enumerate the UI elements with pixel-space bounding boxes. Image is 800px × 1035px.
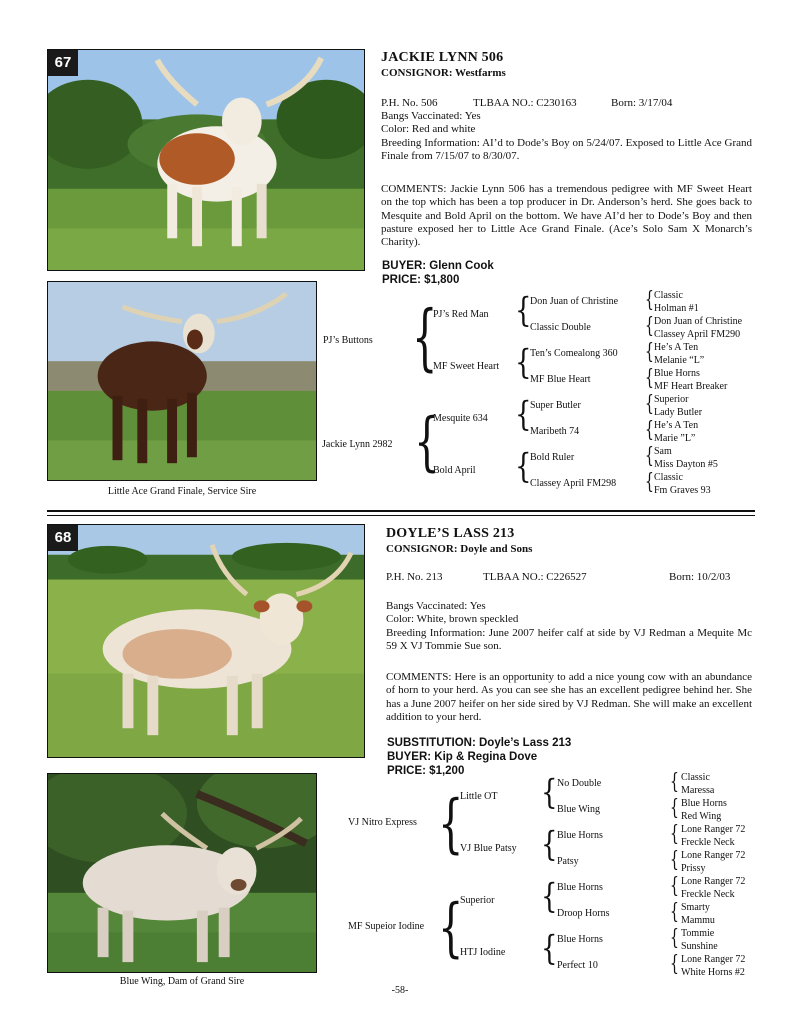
ped68-great-great-grandparent: Lone Ranger 72 bbox=[681, 876, 746, 887]
lot-divider bbox=[47, 510, 755, 512]
lot-67-title: JACKIE LYNN 506 bbox=[381, 50, 504, 65]
ped67-great-great-grandparent: Sam bbox=[654, 446, 672, 457]
ped68-brace: { bbox=[541, 929, 558, 969]
lot-67-service-sire-caption: Little Ace Grand Finale, Service Sire bbox=[107, 486, 257, 497]
ped67-great-great-grandparent: Blue Horns bbox=[654, 368, 700, 379]
ped67-grandparent: PJ’s Red Man bbox=[433, 309, 489, 320]
lot-number-badge: 67 bbox=[48, 50, 78, 76]
ped67-great-great-grandparent: Miss Dayton #5 bbox=[654, 459, 718, 470]
ped68-grandparent: HTJ Iodine bbox=[460, 947, 506, 958]
ped67-great-grandparent: Classey April FM298 bbox=[530, 478, 617, 489]
lot-68-tlbaa-no: TLBAA NO.: C226527 bbox=[483, 571, 587, 583]
lot-68-grand-sire-dam-caption: Blue Wing, Dam of Grand Sire bbox=[119, 976, 245, 987]
ped68-great-great-grandparent: Smarty bbox=[681, 902, 710, 913]
ped68-great-great-grandparent: Prissy bbox=[681, 863, 706, 874]
ped67-great-grandparent: Super Butler bbox=[530, 400, 581, 411]
ped68-great-great-grandparent: Lone Ranger 72 bbox=[681, 850, 746, 861]
ped68-brace: { bbox=[541, 877, 558, 917]
lot-68-consignor: CONSIGNOR: Doyle and Sons bbox=[386, 543, 533, 555]
lot-67-main-photo bbox=[47, 49, 365, 271]
ped68-great-grandparent: Perfect 10 bbox=[557, 960, 598, 971]
ped68-brace: { bbox=[670, 770, 679, 795]
ped67-grandparent: Bold April bbox=[433, 465, 476, 476]
ped67-great-grandparent: Maribeth 74 bbox=[530, 426, 580, 437]
ped67-brace: { bbox=[515, 447, 532, 487]
ped68-great-great-grandparent: Freckle Neck bbox=[681, 837, 735, 848]
ped67-great-great-grandparent: He’s A Ten bbox=[654, 420, 699, 431]
ped67-great-great-grandparent: MF Heart Breaker bbox=[654, 381, 728, 392]
ped67-great-great-grandparent: Lady Butler bbox=[654, 407, 703, 418]
ped68-great-great-grandparent: Tommie bbox=[681, 928, 715, 939]
lot-68-breeding: Breeding Information: June 2007 heifer calf at side by VJ Redman a Mequite Mc 59 X VJ Tommie Sue son. bbox=[386, 627, 752, 653]
lot-67-born: Born: 3/17/04 bbox=[611, 97, 673, 109]
ped68-brace: { bbox=[670, 848, 679, 873]
ped67-great-grandparent: Classic Double bbox=[530, 322, 591, 333]
ped67-great-grandparent: Ten’s Comealong 360 bbox=[530, 348, 618, 359]
ped68-sire: VJ Nitro Express bbox=[348, 817, 417, 828]
lot-68-main-photo bbox=[47, 524, 365, 758]
lot-67-color: Color: Red and white bbox=[381, 123, 476, 135]
ped68-great-grandparent: Blue Horns bbox=[557, 830, 603, 841]
lot-68-color: Color: White, brown speckled bbox=[386, 613, 519, 625]
ped68-brace: { bbox=[670, 822, 679, 847]
ped68-brace: { bbox=[541, 825, 558, 865]
lot-68-buyer: BUYER: Kip & Regina Dove bbox=[387, 751, 538, 763]
lot-67-tlbaa-no: TLBAA NO.: C230163 bbox=[473, 97, 577, 109]
lot-divider bbox=[47, 515, 755, 516]
ped68-brace: { bbox=[670, 952, 679, 977]
ped67-great-great-grandparent: Classey April FM290 bbox=[654, 329, 741, 340]
lot-67-consignor: CONSIGNOR: Westfarms bbox=[381, 67, 506, 79]
ped67-brace: { bbox=[645, 314, 654, 339]
ped68-great-grandparent: Droop Horns bbox=[557, 908, 610, 919]
ped67-brace: { bbox=[515, 291, 532, 331]
lot-67-breeding: Breeding Information: AI’d to Dode’s Boy on 5/24/07. Exposed to Little Ace Grand Finale from 7/15/07 to 8/30/07. bbox=[381, 137, 752, 163]
ped67-grandparent: MF Sweet Heart bbox=[433, 361, 500, 372]
ped68-brace: { bbox=[670, 926, 679, 951]
lot-number-badge: 68 bbox=[48, 525, 78, 551]
lot-68-substitution: SUBSTITUTION: Doyle’s Lass 213 bbox=[387, 737, 572, 749]
ped67-great-great-grandparent: Fm Graves 93 bbox=[654, 485, 711, 496]
ped67-dam: Jackie Lynn 2982 bbox=[322, 439, 393, 450]
ped67-brace: { bbox=[515, 395, 532, 435]
lot-68-bangs: Bangs Vaccinated: Yes bbox=[386, 600, 486, 612]
ped68-great-great-grandparent: Freckle Neck bbox=[681, 889, 735, 900]
ped68-brace: { bbox=[670, 796, 679, 821]
ped67-brace: { bbox=[645, 470, 654, 495]
ped67-great-great-grandparent: He’s A Ten bbox=[654, 342, 699, 353]
ped67-great-great-grandparent: Superior bbox=[654, 394, 689, 405]
lot-67-bangs: Bangs Vaccinated: Yes bbox=[381, 110, 481, 122]
ped68-great-great-grandparent: Classic bbox=[681, 772, 710, 783]
ped68-great-grandparent: Patsy bbox=[557, 856, 579, 867]
lot-68-price: PRICE: $1,200 bbox=[387, 765, 465, 777]
ped68-brace: { bbox=[438, 787, 464, 861]
ped67-great-great-grandparent: Classic bbox=[654, 472, 683, 483]
ped68-great-great-grandparent: Blue Horns bbox=[681, 798, 727, 809]
ped67-brace: { bbox=[414, 405, 440, 479]
ped68-brace: { bbox=[541, 773, 558, 813]
ped68-great-great-grandparent: Lone Ranger 72 bbox=[681, 824, 746, 835]
ped67-great-great-grandparent: Marie ”L” bbox=[654, 433, 696, 444]
ped68-brace: { bbox=[670, 900, 679, 925]
lot-67-price: PRICE: $1,800 bbox=[382, 274, 460, 286]
lot-67-ph-no: P.H. No. 506 bbox=[381, 97, 438, 109]
ped68-great-great-grandparent: Mammu bbox=[681, 915, 715, 926]
ped67-brace: { bbox=[645, 366, 654, 391]
lot-68-ph-no: P.H. No. 213 bbox=[386, 571, 443, 583]
ped67-great-great-grandparent: Holman #1 bbox=[654, 303, 699, 314]
ped67-brace: { bbox=[645, 288, 654, 313]
ped67-great-grandparent: Don Juan of Christine bbox=[530, 296, 619, 307]
ped68-grandparent: Superior bbox=[460, 895, 495, 906]
ped68-brace: { bbox=[670, 874, 679, 899]
ped67-great-great-grandparent: Melanie “L” bbox=[654, 355, 705, 366]
ped67-great-grandparent: MF Blue Heart bbox=[530, 374, 591, 385]
ped67-grandparent: Mesquite 634 bbox=[433, 413, 488, 424]
lot-67-comments: COMMENTS: Jackie Lynn 506 has a tremendous pedigree with MF Sweet Heart on the top which has been a top producer in Dr. Anderson’s herd. She goes back to Mesquite and Bold April on the bottom. We have AI’d her to Dode’s Boy and then pasture exposed her to Little Ace Grand Finale. (Ace’s Solo Sam X Monarch’s Charity). bbox=[381, 183, 752, 249]
ped68-dam: MF Supeior Iodine bbox=[348, 921, 425, 932]
ped68-grandparent: VJ Blue Patsy bbox=[460, 843, 517, 854]
ped67-brace: { bbox=[645, 340, 654, 365]
lot-67-buyer: BUYER: Glenn Cook bbox=[382, 260, 494, 272]
lot-67-service-sire-photo bbox=[47, 281, 317, 481]
lot-68-grand-sire-dam-photo bbox=[47, 773, 317, 973]
ped67-great-grandparent: Bold Ruler bbox=[530, 452, 575, 463]
ped68-great-great-grandparent: Maressa bbox=[681, 785, 715, 796]
page-number: -58- bbox=[391, 985, 409, 996]
ped68-grandparent: Little OT bbox=[460, 791, 498, 802]
ped67-brace: { bbox=[412, 296, 438, 380]
ped67-brace: { bbox=[645, 444, 654, 469]
ped68-great-great-grandparent: Red Wing bbox=[681, 811, 722, 822]
lot-68-title: DOYLE’S LASS 213 bbox=[386, 526, 515, 541]
lot-68-comments: COMMENTS: Here is an opportunity to add a nice young cow with an abundance of horn to your herd. As you can see she has an excellent pedigree behind her. She has a June 2007 heifer on her side sired by VJ Redman. She will make an excellent addition to your herd. bbox=[386, 671, 752, 723]
ped67-sire: PJ’s Buttons bbox=[323, 335, 373, 346]
ped68-great-great-grandparent: White Horns #2 bbox=[681, 967, 745, 978]
lot-68-born: Born: 10/2/03 bbox=[669, 571, 731, 583]
ped67-great-great-grandparent: Classic bbox=[654, 290, 683, 301]
ped67-brace: { bbox=[645, 418, 654, 443]
ped68-great-grandparent: Blue Wing bbox=[557, 804, 601, 815]
ped67-great-great-grandparent: Don Juan of Christine bbox=[654, 316, 743, 327]
ped67-brace: { bbox=[515, 343, 532, 383]
ped68-great-grandparent: Blue Horns bbox=[557, 882, 603, 893]
ped68-great-grandparent: Blue Horns bbox=[557, 934, 603, 945]
ped68-great-great-grandparent: Sunshine bbox=[681, 941, 718, 952]
ped68-great-great-grandparent: Lone Ranger 72 bbox=[681, 954, 746, 965]
ped68-great-grandparent: No Double bbox=[557, 778, 602, 789]
ped68-brace: { bbox=[438, 891, 464, 965]
ped67-brace: { bbox=[645, 392, 654, 417]
